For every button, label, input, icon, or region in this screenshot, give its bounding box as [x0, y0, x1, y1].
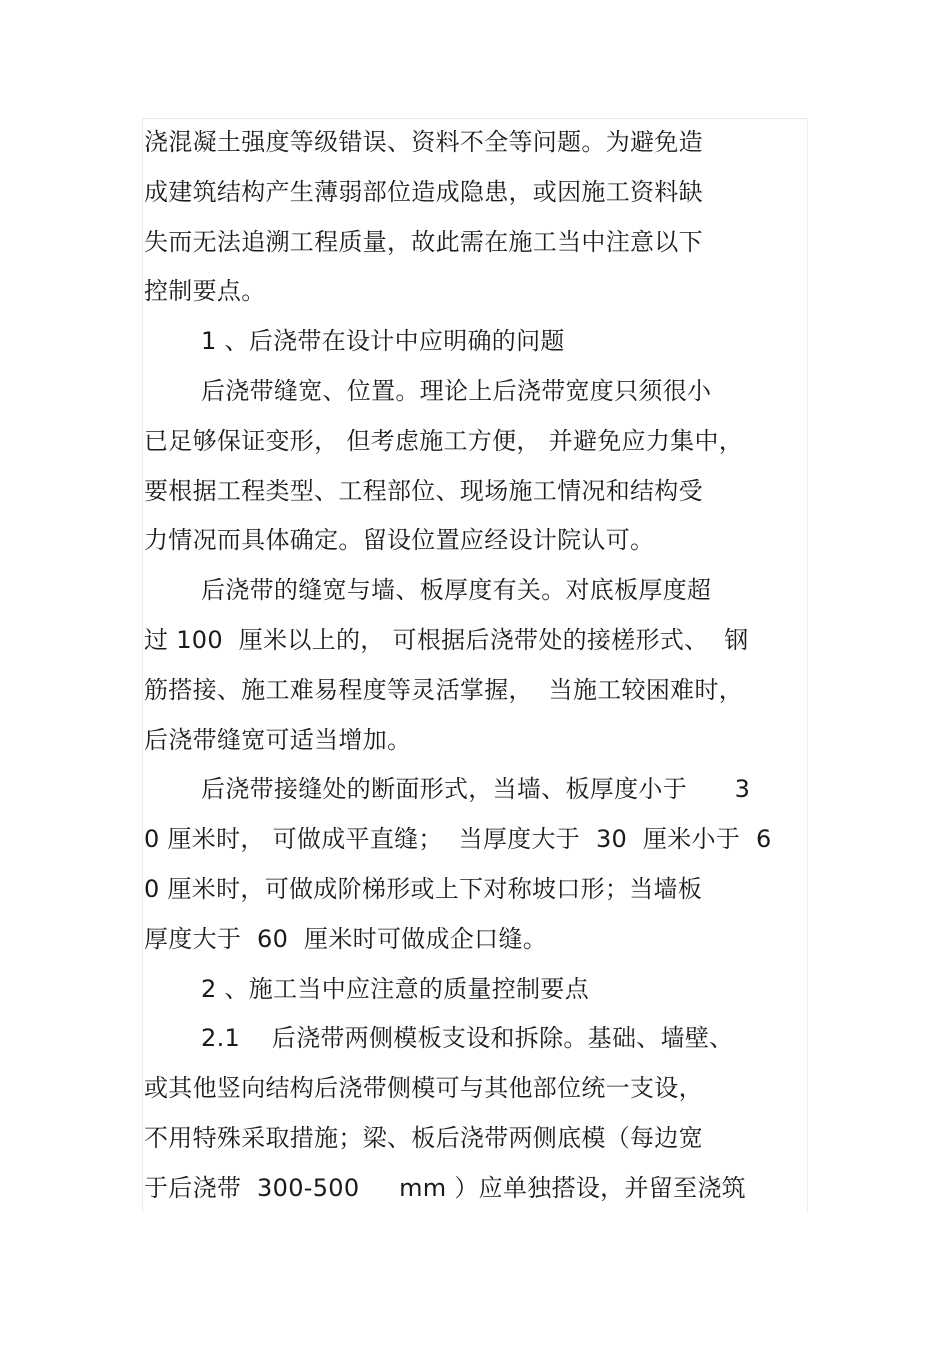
text-line: 力情况而具体确定。留设位置应经设计院认可。: [144, 526, 655, 555]
text-line: 厚度大于 60 厘米时可做成企口缝。: [144, 924, 548, 953]
text-line: 后浇带缝宽可适当增加。: [144, 725, 412, 754]
section-heading: 2 、施工当中应注意的质量控制要点: [201, 974, 589, 1003]
text-line: 0 厘米时， 可做成平直缝； 当厚度大于 30 厘米小于 6: [144, 825, 772, 854]
text-line: 控制要点。: [144, 277, 266, 306]
section-heading: 1 、后浇带在设计中应明确的问题: [201, 327, 565, 356]
text-line: 筋搭接、施工难易程度等灵活掌握， 当施工较困难时，: [144, 675, 744, 704]
document-body: [144, 118, 808, 1214]
text-line: 后浇带的缝宽与墙、板厚度有关。对底板厚度超: [201, 576, 712, 605]
text-line: 于后浇带 300-500 mm ）应单独搭设，并留至浇筑: [144, 1173, 746, 1202]
text-line: 成建筑结构产生薄弱部位造成隐患，或因施工资料缺: [144, 177, 703, 206]
text-line: 0 厘米时，可做成阶梯形或上下对称坡口形；当墙板: [144, 874, 703, 903]
text-line: 浇混凝土强度等级错误、资料不全等问题。为避免造: [144, 128, 703, 156]
text-line: 后浇带接缝处的断面形式，当墙、板厚度小于 3: [201, 775, 751, 804]
text-line: 不用特殊采取措施；梁、板后浇带两侧底模（每边宽: [144, 1123, 703, 1152]
text-line: 已足够保证变形， 但考虑施工方便， 并避免应力集中，: [144, 426, 744, 455]
text-line: 失而无法追溯工程质量，故此需在施工当中注意以下: [144, 227, 703, 256]
text-line: 过 100 厘米以上的， 可根据后浇带处的接槎形式、 钢: [144, 625, 749, 654]
text-line: 要根据工程类型、工程部位、现场施工情况和结构受: [144, 476, 703, 505]
text-line: 后浇带缝宽、位置。理论上后浇带宽度只须很小: [201, 376, 712, 405]
text-line: 或其他竖向结构后浇带侧模可与其他部位统一支设，: [144, 1074, 703, 1103]
subsection-heading: 2.1 后浇带两侧模板支设和拆除。基础、墙壁、: [201, 1024, 734, 1053]
